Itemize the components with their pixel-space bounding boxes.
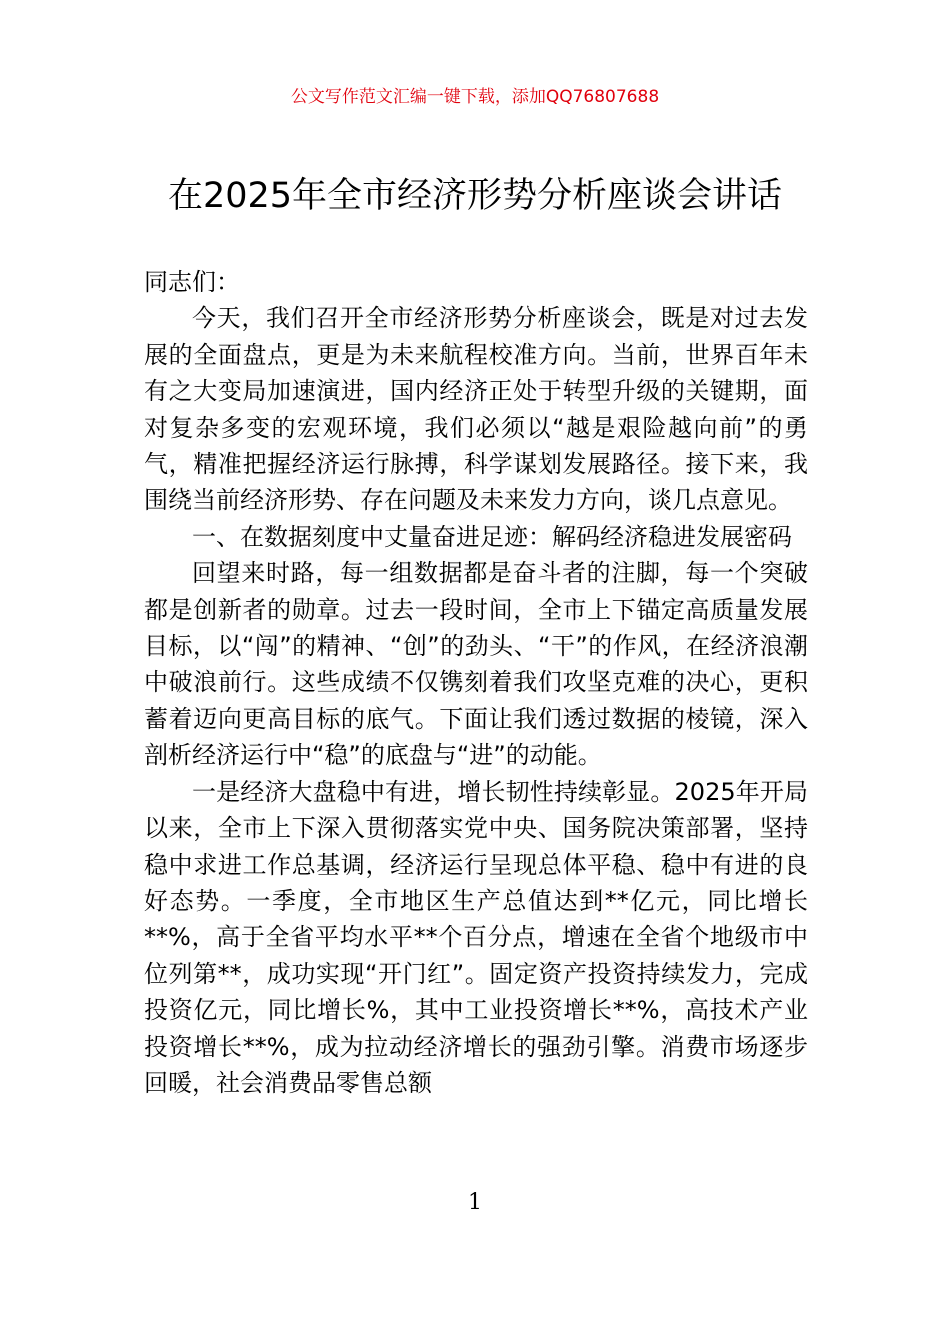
download-note: 公文写作范文汇编一键下载，添加QQ76807688	[290, 87, 660, 107]
page-title: 在2025年全市经济形势分析座谈会讲话	[167, 176, 783, 216]
document-body	[144, 264, 808, 1101]
paragraph-review: 回望来时路，每一组数据都是奋斗者的注脚，每一个突破都是创新者的勋章。过去一段时间，全市上下锚定高质量发展目标，以“闯”的精神、“创”的劲头、“干”的作风，在经济浪潮中破浪前行。这些成绩不仅镌刻着我们攻坚克难的决心，更积蓄着迈向更高目标的底气。下面让我们透过数据的棱镜，深入剖析经济运行中“稳”的底盘与“进”的动能。	[144, 559, 808, 770]
section-heading-1: 一、在数据刻度中丈量奋进足迹：解码经济稳进发展密码	[192, 522, 792, 551]
page-number: 1	[468, 1190, 482, 1215]
paragraph-intro: 今天，我们召开全市经济形势分析座谈会，既是对过去发展的全面盘点，更是为未来航程校准方向。当前，世界百年未有之大变局加速演进，国内经济正处于转型升级的关键期，面对复杂多变的宏观环境，我们必须以“越是艰险越向前”的勇气，精准把握经济运行脉搏，科学谋划发展路径。接下来，我围绕当前经济形势、存在问题及未来发力方向，谈几点意见。	[144, 304, 808, 515]
salutation: 同志们：	[144, 268, 240, 296]
paragraph-economy: 一是经济大盘稳中有进，增长韧性持续彰显。2025年开局以来，全市上下深入贯彻落实党中央、国务院决策部署，坚持稳中求进工作总基调，经济运行呈现总体平稳、稳中有进的良好态势。一季度，全市地区生产总值达到**亿元，同比增长**%，高于全省平均水平**个百分点，增速在全省个地级市中位列第**，成功实现“开门红”。固定资产投资持续发力，完成投资亿元，同比增长%，其中工业投资增长**%，高技术产业投资增长**%，成为拉动经济增长的强劲引擎。消费市场逐步回暖，社会消费品零售总额	[144, 777, 808, 1097]
